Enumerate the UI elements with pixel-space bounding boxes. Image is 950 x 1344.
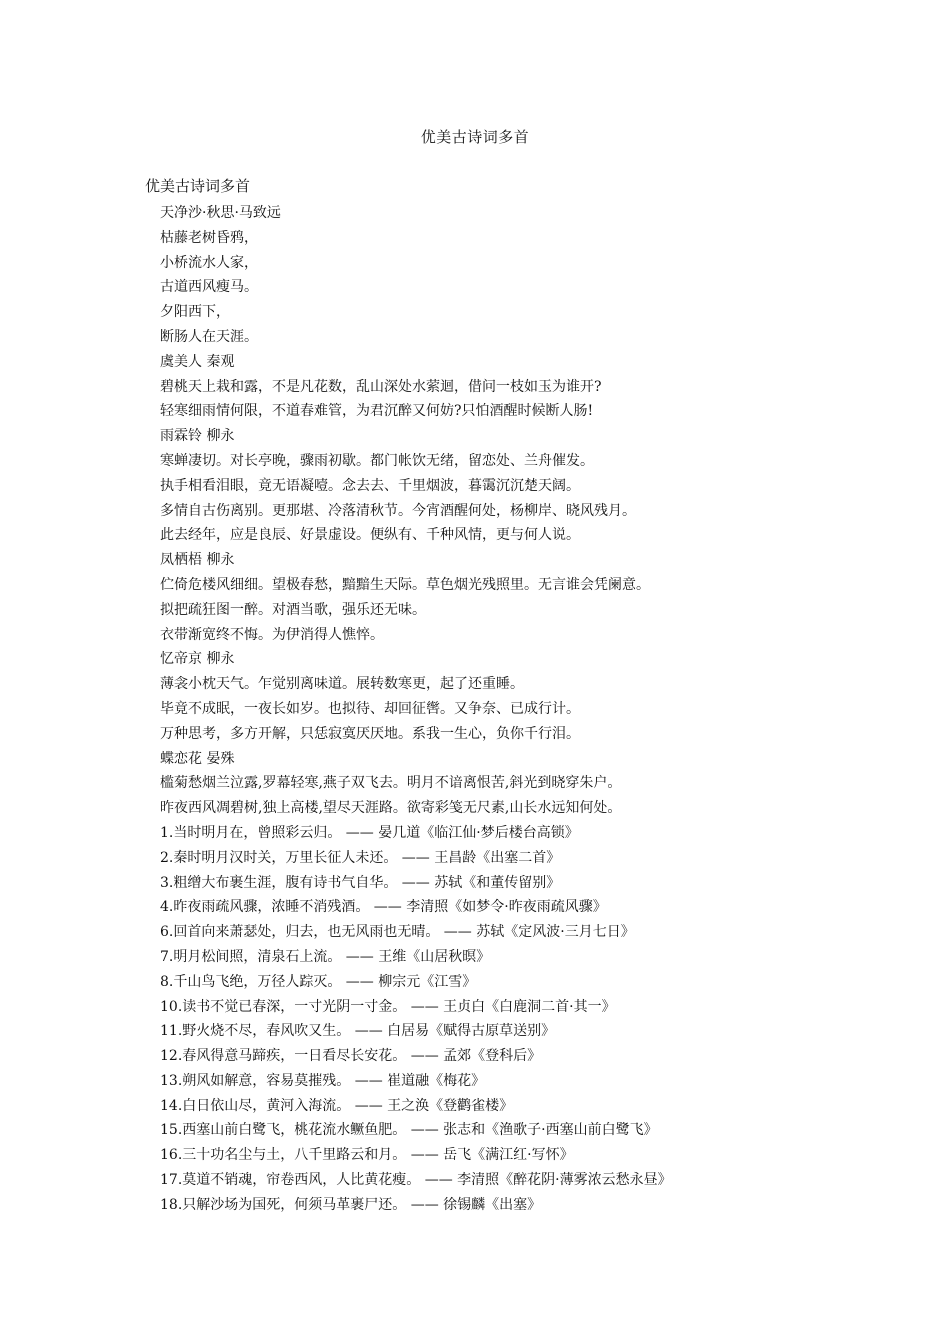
text-line: 小桥流水人家， — [160, 254, 258, 271]
text-line: 枯藤老树昏鸦， — [160, 229, 258, 246]
text-line: 11.野火烧不尽，春风吹又生。 —— 白居易《赋得古原草送别》 — [160, 1023, 556, 1040]
text-line: 轻寒细雨情何限，不道春难管，为君沉醉又何妨?只怕酒醒时候断人肠! — [160, 403, 594, 420]
text-line: 6.回首向来萧瑟处，归去，也无风雨也无晴。 —— 苏轼《定风波·三月七日》 — [160, 924, 635, 941]
text-line: 14.白日依山尽，黄河入海流。 —— 王之涣《登鹳雀楼》 — [160, 1097, 514, 1114]
text-line: 薄衾小枕天气。乍觉别离味道。展转数寒更，起了还重睡。 — [160, 676, 524, 693]
text-line: 7.明月松间照，清泉石上流。 —— 王维《山居秋暝》 — [160, 948, 491, 965]
text-line: 执手相看泪眼，竟无语凝噎。念去去、千里烟波，暮霭沉沉楚天阔。 — [160, 477, 580, 494]
text-line: 3.粗缯大布裹生涯，腹有诗书气自华。 —— 苏轼《和董传留别》 — [160, 874, 561, 891]
poem-list — [160, 201, 920, 1218]
text-line: 15.西塞山前白鹭飞，桃花流水鳜鱼肥。 —— 张志和《渔歌子·西塞山前白鹭飞》 — [160, 1122, 658, 1139]
text-line: 衣带渐宽终不悔。为伊消得人憔悴。 — [160, 626, 384, 643]
text-line: 18.只解沙场为国死，何须马革裹尸还。 —— 徐锡麟《出塞》 — [160, 1196, 542, 1213]
text-line: 2.秦时明月汉时关，万里长征人未还。 —— 王昌龄《出塞二首》 — [160, 849, 561, 866]
text-line: 多情自古伤离别。更那堪、冷落清秋节。今宵酒醒何处，杨柳岸、晓风残月。 — [160, 502, 636, 519]
section-heading: 优美古诗词多首 — [145, 177, 251, 195]
text-line: 雨霖铃 柳永 — [160, 428, 235, 445]
text-line: 13.朔风如解意，容易莫摧残。 —— 崔道融《梅花》 — [160, 1072, 486, 1089]
text-line: 8.千山鸟飞绝，万径人踪灭。 —— 柳宗元《江雪》 — [160, 973, 477, 990]
text-line: 万种思考，多方开解，只恁寂寞厌厌地。系我一生心，负你千行泪。 — [160, 725, 580, 742]
text-line: 毕竟不成眠，一夜长如岁。也拟待、却回征辔。又争奈、已成行计。 — [160, 700, 580, 717]
text-line: 此去经年，应是良辰、好景虚设。便纵有、千种风情，更与何人说。 — [160, 527, 580, 544]
text-line: 昨夜西风凋碧树,独上高楼,望尽天涯路。欲寄彩笺无尺素,山长水远知何处。 — [160, 800, 622, 817]
text-line: 碧桃天上栽和露，不是凡花数，乱山深处水萦迴，借问一枝如玉为谁开? — [160, 378, 602, 395]
text-line: 蝶恋花 晏殊 — [160, 750, 235, 767]
text-line: 16.三十功名尘与土，八千里路云和月。 —— 岳飞《满江红·写怀》 — [160, 1147, 574, 1164]
text-line: 忆帝京 柳永 — [160, 651, 235, 668]
text-line: 槛菊愁烟兰泣露,罗幕轻寒,燕子双飞去。明月不谙离恨苦,斜光到晓穿朱户。 — [160, 775, 622, 792]
text-line: 凤栖梧 柳永 — [160, 552, 235, 569]
text-line: 1.当时明月在，曾照彩云归。 —— 晏几道《临江仙·梦后楼台高锁》 — [160, 824, 579, 841]
text-line: 伫倚危楼风细细。望极春愁，黯黯生天际。草色烟光残照里。无言谁会凭阑意。 — [160, 576, 650, 593]
text-line: 10.读书不觉已春深，一寸光阴一寸金。 —— 王贞白《白鹿洞二首·其一》 — [160, 998, 616, 1015]
text-line: 寒蝉凄切。对长亭晚，骤雨初歇。都门帐饮无绪，留恋处、兰舟催发。 — [160, 452, 594, 469]
text-line: 拟把疏狂图一醉。对酒当歌，强乐还无味。 — [160, 601, 426, 618]
text-line: 天净沙·秋思·马致远 — [160, 205, 281, 221]
text-line: 夕阳西下， — [160, 304, 230, 321]
text-line: 17.莫道不销魂，帘卷西风，人比黄花瘦。 —— 李清照《醉花阴·薄雾浓云愁永昼》 — [160, 1172, 672, 1189]
text-line: 12.春风得意马蹄疾，一日看尽长安花。 —— 孟郊《登科后》 — [160, 1048, 542, 1065]
text-line: 断肠人在天涯。 — [160, 328, 258, 345]
text-line: 4.昨夜雨疏风骤，浓睡不消残酒。 —— 李清照《如梦令·昨夜雨疏风骤》 — [160, 899, 607, 916]
text-line: 虞美人 秦观 — [160, 353, 235, 370]
text-line: 古道西风瘦马。 — [160, 279, 258, 296]
document-title: 优美古诗词多首 — [420, 128, 530, 146]
